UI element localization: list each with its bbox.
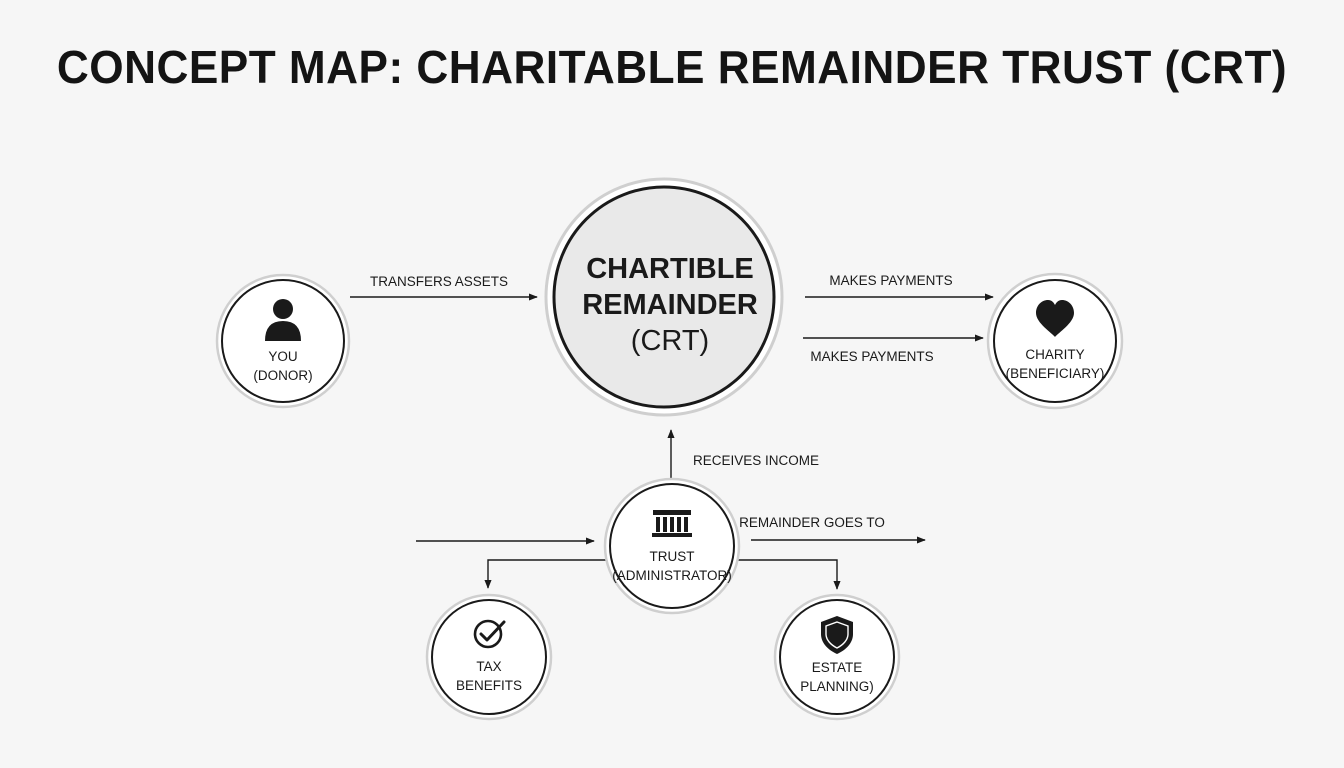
node-crt	[546, 179, 782, 415]
edge-label-transfers: TRANSFERS ASSETS	[369, 274, 509, 289]
crt-line2: REMAINDER	[582, 289, 758, 321]
estate-line1: ESTATE	[811, 660, 863, 675]
crt-line3: (CRT)	[630, 325, 710, 357]
page-title: CONCEPT MAP: CHARITABLE REMAINDER TRUST (CRT)	[56, 41, 1288, 93]
estate-line2: PLANNING)	[800, 679, 874, 694]
edge-label-receives: RECEIVES INCOME	[693, 453, 820, 468]
node-estate-planning	[775, 595, 899, 719]
node-tax-benefits	[427, 595, 551, 719]
edge-label-remainder: REMAINDER GOES TO	[739, 515, 885, 530]
tax-line1: TAX	[476, 659, 502, 674]
edge-trust-to-estate	[738, 560, 837, 589]
charity-line2: (BENEFICIARY)	[1005, 366, 1105, 381]
edge-label-payments-bottom: MAKES PAYMENTS	[810, 349, 934, 364]
node-charity	[988, 274, 1122, 408]
trust-line2: (ADMINISTRATOR)	[612, 568, 732, 583]
crt-line1: CHARTIBLE	[586, 253, 754, 285]
tax-line2: BENEFITS	[455, 678, 523, 693]
node-trust	[605, 479, 739, 613]
donor-line1: YOU	[268, 349, 298, 364]
donor-line2: (DONOR)	[253, 368, 313, 383]
trust-line1: TRUST	[649, 549, 695, 564]
edge-label-payments-top: MAKES PAYMENTS	[829, 273, 953, 288]
edge-trust-to-tax	[488, 560, 606, 588]
node-donor	[217, 275, 349, 407]
charity-line1: CHARITY	[1025, 347, 1085, 362]
